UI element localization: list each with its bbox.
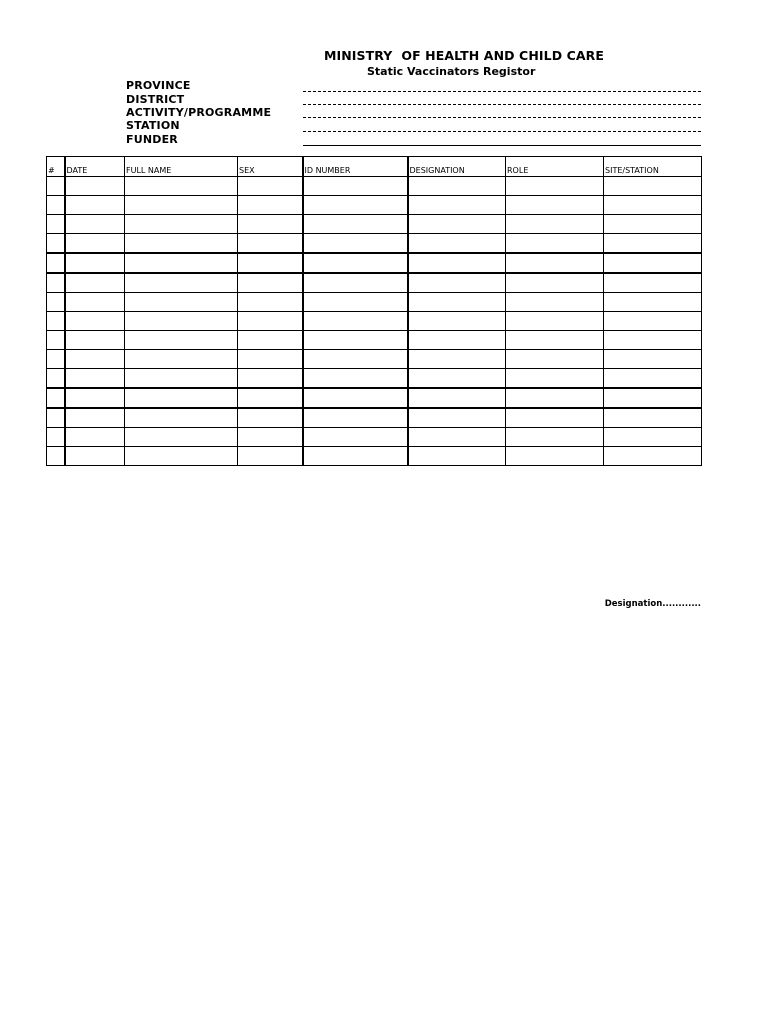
col-header-full-name: FULL NAME <box>125 157 238 177</box>
table-row <box>47 177 702 196</box>
table-cell[interactable] <box>408 234 506 254</box>
table-cell[interactable] <box>238 234 303 254</box>
table-cell[interactable] <box>238 350 303 369</box>
table-cell[interactable] <box>604 331 702 350</box>
table-cell[interactable] <box>506 447 604 466</box>
designation-footer: Designation............ <box>604 599 701 609</box>
table-cell[interactable] <box>506 388 604 408</box>
field-label-activity-programme: ACTIVITY/PROGRAMME <box>126 106 272 119</box>
col-header-id-number: ID NUMBER <box>303 157 408 177</box>
ministry-title: MINISTRY OF HEALTH AND CHILD CARE <box>323 48 605 63</box>
table-cell[interactable] <box>65 293 125 312</box>
table-cell[interactable] <box>65 369 125 389</box>
table-cell[interactable] <box>47 177 65 196</box>
table-cell[interactable] <box>65 331 125 350</box>
table-cell[interactable] <box>238 312 303 331</box>
table-cell[interactable] <box>65 312 125 331</box>
table-cell[interactable] <box>125 215 238 234</box>
table-cell[interactable] <box>604 447 702 466</box>
table-cell[interactable] <box>238 293 303 312</box>
table-cell[interactable] <box>604 369 702 389</box>
table-cell[interactable] <box>506 215 604 234</box>
table-cell[interactable] <box>408 177 506 196</box>
table-cell[interactable] <box>238 331 303 350</box>
table-row <box>47 312 702 331</box>
table-cell[interactable] <box>65 196 125 215</box>
table-cell[interactable] <box>47 331 65 350</box>
table-cell[interactable] <box>506 177 604 196</box>
table-cell[interactable] <box>408 408 506 428</box>
col-header-sex: SEX <box>238 157 303 177</box>
col-header-site-station: SITE/STATION <box>604 157 702 177</box>
table-cell[interactable] <box>125 196 238 215</box>
table-cell[interactable] <box>303 428 408 447</box>
table-cell[interactable] <box>506 196 604 215</box>
table-cell[interactable] <box>65 177 125 196</box>
table-cell[interactable] <box>238 177 303 196</box>
table-cell[interactable] <box>47 388 65 408</box>
table-cell[interactable] <box>65 350 125 369</box>
table-cell[interactable] <box>303 215 408 234</box>
table-cell[interactable] <box>65 428 125 447</box>
table-cell[interactable] <box>125 273 238 293</box>
table-row <box>47 408 702 428</box>
table-cell[interactable] <box>65 408 125 428</box>
table-cell[interactable] <box>47 253 65 273</box>
table-cell[interactable] <box>604 234 702 254</box>
table-cell[interactable] <box>604 215 702 234</box>
table-cell[interactable] <box>506 331 604 350</box>
table-row <box>47 447 702 466</box>
table-cell[interactable] <box>408 273 506 293</box>
table-cell[interactable] <box>125 388 238 408</box>
table-cell[interactable] <box>125 408 238 428</box>
field-label-province: PROVINCE <box>126 79 191 92</box>
table-cell[interactable] <box>238 447 303 466</box>
table-cell[interactable] <box>47 350 65 369</box>
table-cell[interactable] <box>238 215 303 234</box>
col-header-date: DATE <box>65 157 125 177</box>
table-cell[interactable] <box>303 196 408 215</box>
table-cell[interactable] <box>238 408 303 428</box>
table-cell[interactable] <box>125 253 238 273</box>
table-cell[interactable] <box>47 428 65 447</box>
register-table <box>46 156 702 466</box>
table-row <box>47 331 702 350</box>
field-label-station: STATION <box>126 119 180 132</box>
table-cell[interactable] <box>65 273 125 293</box>
table-cell[interactable] <box>65 215 125 234</box>
col-header-designation: DESIGNATION <box>408 157 506 177</box>
col-header-role: ROLE <box>506 157 604 177</box>
register-title: Static Vaccinators Registor <box>367 65 536 78</box>
table-cell[interactable] <box>604 428 702 447</box>
table-row <box>47 350 702 369</box>
table-cell[interactable] <box>506 253 604 273</box>
table-cell[interactable] <box>303 388 408 408</box>
table-cell[interactable] <box>65 234 125 254</box>
table-cell[interactable] <box>506 293 604 312</box>
table-cell[interactable] <box>303 293 408 312</box>
table-cell[interactable] <box>47 215 65 234</box>
table-row <box>47 273 702 293</box>
table-cell[interactable] <box>408 369 506 389</box>
table-cell[interactable] <box>604 388 702 408</box>
col-header-number: # <box>47 157 65 177</box>
table-row <box>47 369 702 389</box>
table-cell[interactable] <box>604 273 702 293</box>
table-cell[interactable] <box>506 369 604 389</box>
table-cell[interactable] <box>47 447 65 466</box>
field-label-district: DISTRICT <box>126 93 185 106</box>
table-cell[interactable] <box>506 234 604 254</box>
table-cell[interactable] <box>303 331 408 350</box>
table-cell[interactable] <box>303 408 408 428</box>
table-row <box>47 388 702 408</box>
table-cell[interactable] <box>303 447 408 466</box>
table-cell[interactable] <box>604 253 702 273</box>
table-row <box>47 196 702 215</box>
table-cell[interactable] <box>408 196 506 215</box>
table-cell[interactable] <box>125 447 238 466</box>
table-cell[interactable] <box>125 350 238 369</box>
table-cell[interactable] <box>238 388 303 408</box>
table-cell[interactable] <box>47 234 65 254</box>
table-cell[interactable] <box>238 196 303 215</box>
table-cell[interactable] <box>47 312 65 331</box>
table-cell[interactable] <box>65 447 125 466</box>
table-cell[interactable] <box>303 253 408 273</box>
table-cell[interactable] <box>408 388 506 408</box>
table-cell[interactable] <box>506 312 604 331</box>
table-row <box>47 234 702 254</box>
table-cell[interactable] <box>303 312 408 331</box>
field-line-station[interactable] <box>303 131 701 132</box>
table-cell[interactable] <box>408 428 506 447</box>
table-cell[interactable] <box>125 312 238 331</box>
table-cell[interactable] <box>238 369 303 389</box>
table-cell[interactable] <box>238 253 303 273</box>
table-cell[interactable] <box>506 428 604 447</box>
table-cell[interactable] <box>604 312 702 331</box>
table-cell[interactable] <box>303 273 408 293</box>
table-cell[interactable] <box>408 447 506 466</box>
table-cell[interactable] <box>506 350 604 369</box>
table-row <box>47 293 702 312</box>
table-cell[interactable] <box>408 215 506 234</box>
table-cell[interactable] <box>604 196 702 215</box>
table-cell[interactable] <box>303 369 408 389</box>
table-cell[interactable] <box>125 331 238 350</box>
field-line-activity-programme[interactable] <box>303 117 701 118</box>
table-cell[interactable] <box>65 253 125 273</box>
table-cell[interactable] <box>47 273 65 293</box>
table-cell[interactable] <box>47 196 65 215</box>
table-cell[interactable] <box>47 369 65 389</box>
table-cell[interactable] <box>238 428 303 447</box>
table-cell[interactable] <box>604 408 702 428</box>
table-cell[interactable] <box>125 234 238 254</box>
table-cell[interactable] <box>408 350 506 369</box>
field-line-province[interactable] <box>303 91 701 92</box>
register-body <box>47 177 702 466</box>
table-cell[interactable] <box>506 273 604 293</box>
table-cell[interactable] <box>408 312 506 331</box>
field-line-district[interactable] <box>303 104 701 105</box>
table-cell[interactable] <box>303 234 408 254</box>
table-row <box>47 215 702 234</box>
table-row <box>47 428 702 447</box>
table-cell[interactable] <box>125 177 238 196</box>
table-cell[interactable] <box>303 350 408 369</box>
table-cell[interactable] <box>408 293 506 312</box>
table-cell[interactable] <box>408 253 506 273</box>
table-cell[interactable] <box>303 177 408 196</box>
table-cell[interactable] <box>65 388 125 408</box>
table-row <box>47 253 702 273</box>
field-line-funder[interactable] <box>303 145 701 146</box>
table-cell[interactable] <box>125 428 238 447</box>
table-cell[interactable] <box>47 408 65 428</box>
table-cell[interactable] <box>125 369 238 389</box>
table-cell[interactable] <box>506 408 604 428</box>
table-cell[interactable] <box>604 350 702 369</box>
table-cell[interactable] <box>125 293 238 312</box>
table-cell[interactable] <box>604 177 702 196</box>
table-header-row <box>47 157 702 177</box>
field-label-funder: FUNDER <box>126 133 178 146</box>
table-cell[interactable] <box>238 273 303 293</box>
table-cell[interactable] <box>47 293 65 312</box>
table-cell[interactable] <box>408 331 506 350</box>
table-cell[interactable] <box>604 293 702 312</box>
